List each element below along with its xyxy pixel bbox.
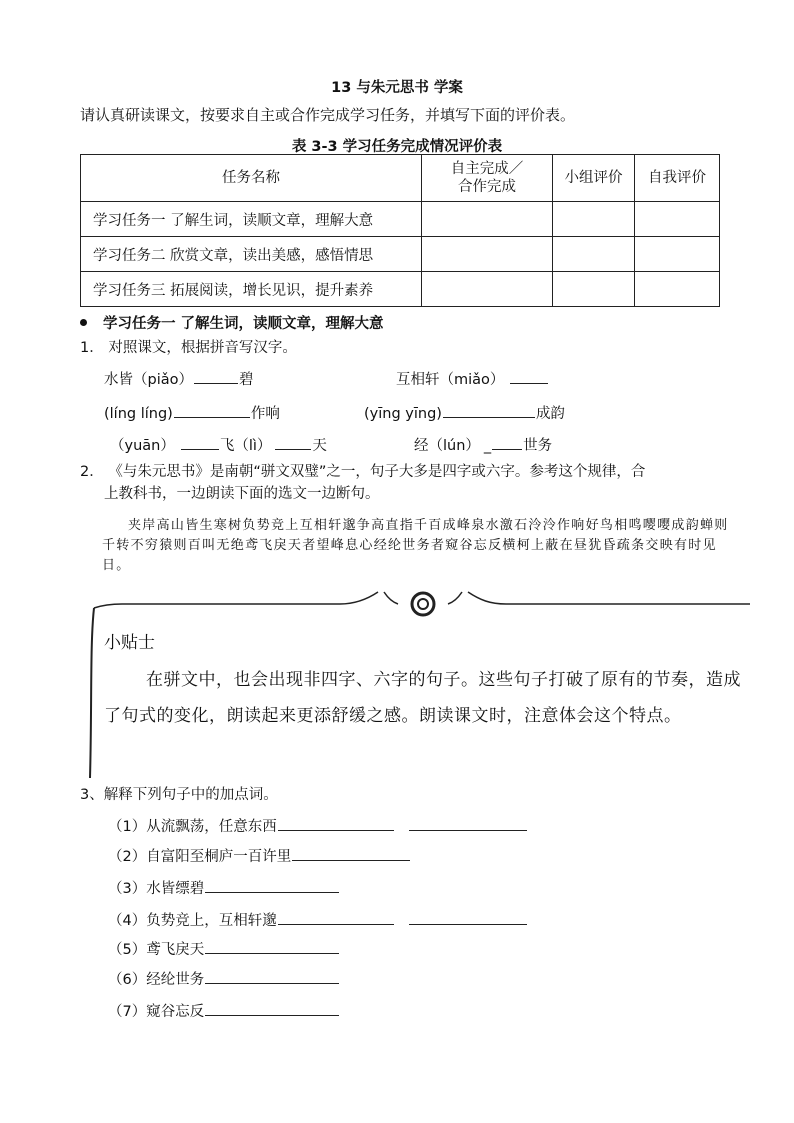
pinyin-prompt: 互相轩（miǎo） [396, 372, 505, 388]
pinyin-item [110, 434, 327, 455]
answer-blank[interactable] [278, 910, 394, 925]
completion-cell[interactable] [422, 237, 553, 272]
pinyin-prompt: (yīng yīng) [364, 406, 442, 422]
list-item [108, 845, 411, 866]
item-text: （7）窥谷忘反 [108, 1004, 205, 1020]
list-item [108, 1000, 340, 1021]
table-title: 表 3-3 学习任务完成情况评价表 [291, 139, 503, 155]
item-text: （1）从流飘荡，任意东西 [108, 819, 277, 835]
header-self-complete: 自主完成／ [450, 161, 524, 177]
header-self-eval: 自我评价 [635, 155, 720, 202]
pinyin-prompt: （yuān） [110, 438, 175, 454]
group-eval-cell[interactable] [553, 272, 635, 307]
table-row [81, 272, 720, 307]
pinyin-item [104, 402, 280, 423]
group-eval-cell[interactable] [553, 202, 635, 237]
self-eval-cell[interactable] [635, 202, 720, 237]
pinyin-underscore: _ [483, 438, 492, 454]
answer-blank[interactable] [205, 1001, 339, 1016]
pinyin-suffix: 天 [312, 438, 327, 454]
answer-blank[interactable] [492, 435, 522, 450]
pinyin-item [104, 368, 254, 389]
question-3-label: 3、解释下列句子中的加点词。 [80, 787, 278, 803]
list-item [108, 968, 340, 989]
header-completion [422, 155, 553, 202]
item-text: （2）自富阳至桐庐一百许里 [108, 849, 292, 865]
answer-blank[interactable] [278, 816, 394, 831]
self-eval-cell[interactable] [635, 237, 720, 272]
pinyin-prompt: 经（lún） [414, 438, 480, 454]
answer-blank[interactable] [205, 878, 339, 893]
answer-blank[interactable] [292, 846, 410, 861]
header-group-eval: 小组评价 [553, 155, 635, 202]
tip-title: 小贴士 [104, 633, 155, 653]
answer-blank[interactable] [409, 910, 527, 925]
section-heading-task1 [80, 312, 384, 333]
item-text: （5）鸢飞戾天 [108, 942, 205, 958]
item-text: （6）经纶世务 [108, 972, 205, 988]
question-1-label: 1． 对照课文，根据拼音写汉字。 [80, 340, 297, 356]
answer-blank[interactable] [174, 403, 250, 418]
answer-blank[interactable] [275, 435, 311, 450]
list-item [108, 938, 340, 959]
answer-blank[interactable] [205, 939, 339, 954]
instructions: 请认真研读课文，按要求自主或合作完成学习任务，并填写下面的评价表。 [80, 106, 576, 124]
completion-cell[interactable] [422, 272, 553, 307]
question-2-line1: 2． 《与朱元思书》是南朝“骈文双璧”之一，句子大多是四字或六字。参考这个规律，合 [80, 464, 646, 480]
task-name-cell: 学习任务二 欣赏文章，读出美感，感悟情思 [81, 237, 422, 272]
table-row [81, 237, 720, 272]
section-heading-text: 学习任务一 了解生词，读顺文章，理解大意 [103, 316, 384, 332]
pinyin-item [364, 402, 565, 423]
list-item [108, 909, 528, 930]
task-name-cell: 学习任务三 拓展阅读，增长见识，提升素养 [81, 272, 422, 307]
pinyin-prompt: (líng líng) [104, 406, 173, 422]
pinyin-suffix: 成韵 [535, 406, 565, 422]
answer-blank[interactable] [194, 369, 238, 384]
header-task-name: 任务名称 [81, 155, 422, 202]
tip-body: 在骈文中，也会出现非四字、六字的句子。这些句子打破了原有的节奏，造成了句式的变化，朗读起来更添舒缓之感。朗读课文时，注意体会这个特点。 [104, 670, 741, 726]
pinyin-item [414, 434, 552, 455]
passage-text: 夹岸高山皆生寒树负势竞上互相轩邈争高直指千百成峰泉水激石泠泠作响好鸟相鸣嘤嘤成韵蝉则千转不穷猿则百叫无绝鸢飞戾天者望峰息心经纶世务者窥谷忘反横柯上蔽在昼犹昏疏条交映有时见日。 [102, 518, 729, 573]
page-title: 13 与朱元思书 学案 [331, 80, 463, 96]
task-name-cell: 学习任务一 了解生词，读顺文章，理解大意 [81, 202, 422, 237]
list-item [108, 815, 528, 836]
pinyin-suffix: 世务 [523, 438, 553, 454]
answer-blank[interactable] [510, 369, 548, 384]
bullet-icon [80, 319, 87, 326]
self-eval-cell[interactable] [635, 272, 720, 307]
answer-blank[interactable] [181, 435, 219, 450]
answer-blank[interactable] [443, 403, 535, 418]
completion-cell[interactable] [422, 202, 553, 237]
question-2-line2: 上教科书，一边朗读下面的选文一边断句。 [104, 486, 380, 502]
item-text: （3）水皆缥碧 [108, 881, 205, 897]
list-item [108, 877, 340, 898]
evaluation-table [80, 154, 720, 307]
table-header-row [81, 155, 720, 202]
answer-blank[interactable] [409, 816, 527, 831]
pinyin-item [396, 368, 549, 389]
answer-blank[interactable] [205, 969, 339, 984]
pinyin-prompt: 水皆（piǎo） [104, 372, 193, 388]
pinyin-prompt: 飞（lì） [219, 438, 272, 454]
table-row [81, 202, 720, 237]
header-coop-complete: 合作完成 [458, 179, 516, 195]
pinyin-suffix: 作响 [250, 406, 280, 422]
item-text: （4）负势竞上，互相轩邈 [108, 913, 277, 929]
group-eval-cell[interactable] [553, 237, 635, 272]
pinyin-suffix: 碧 [239, 372, 254, 388]
